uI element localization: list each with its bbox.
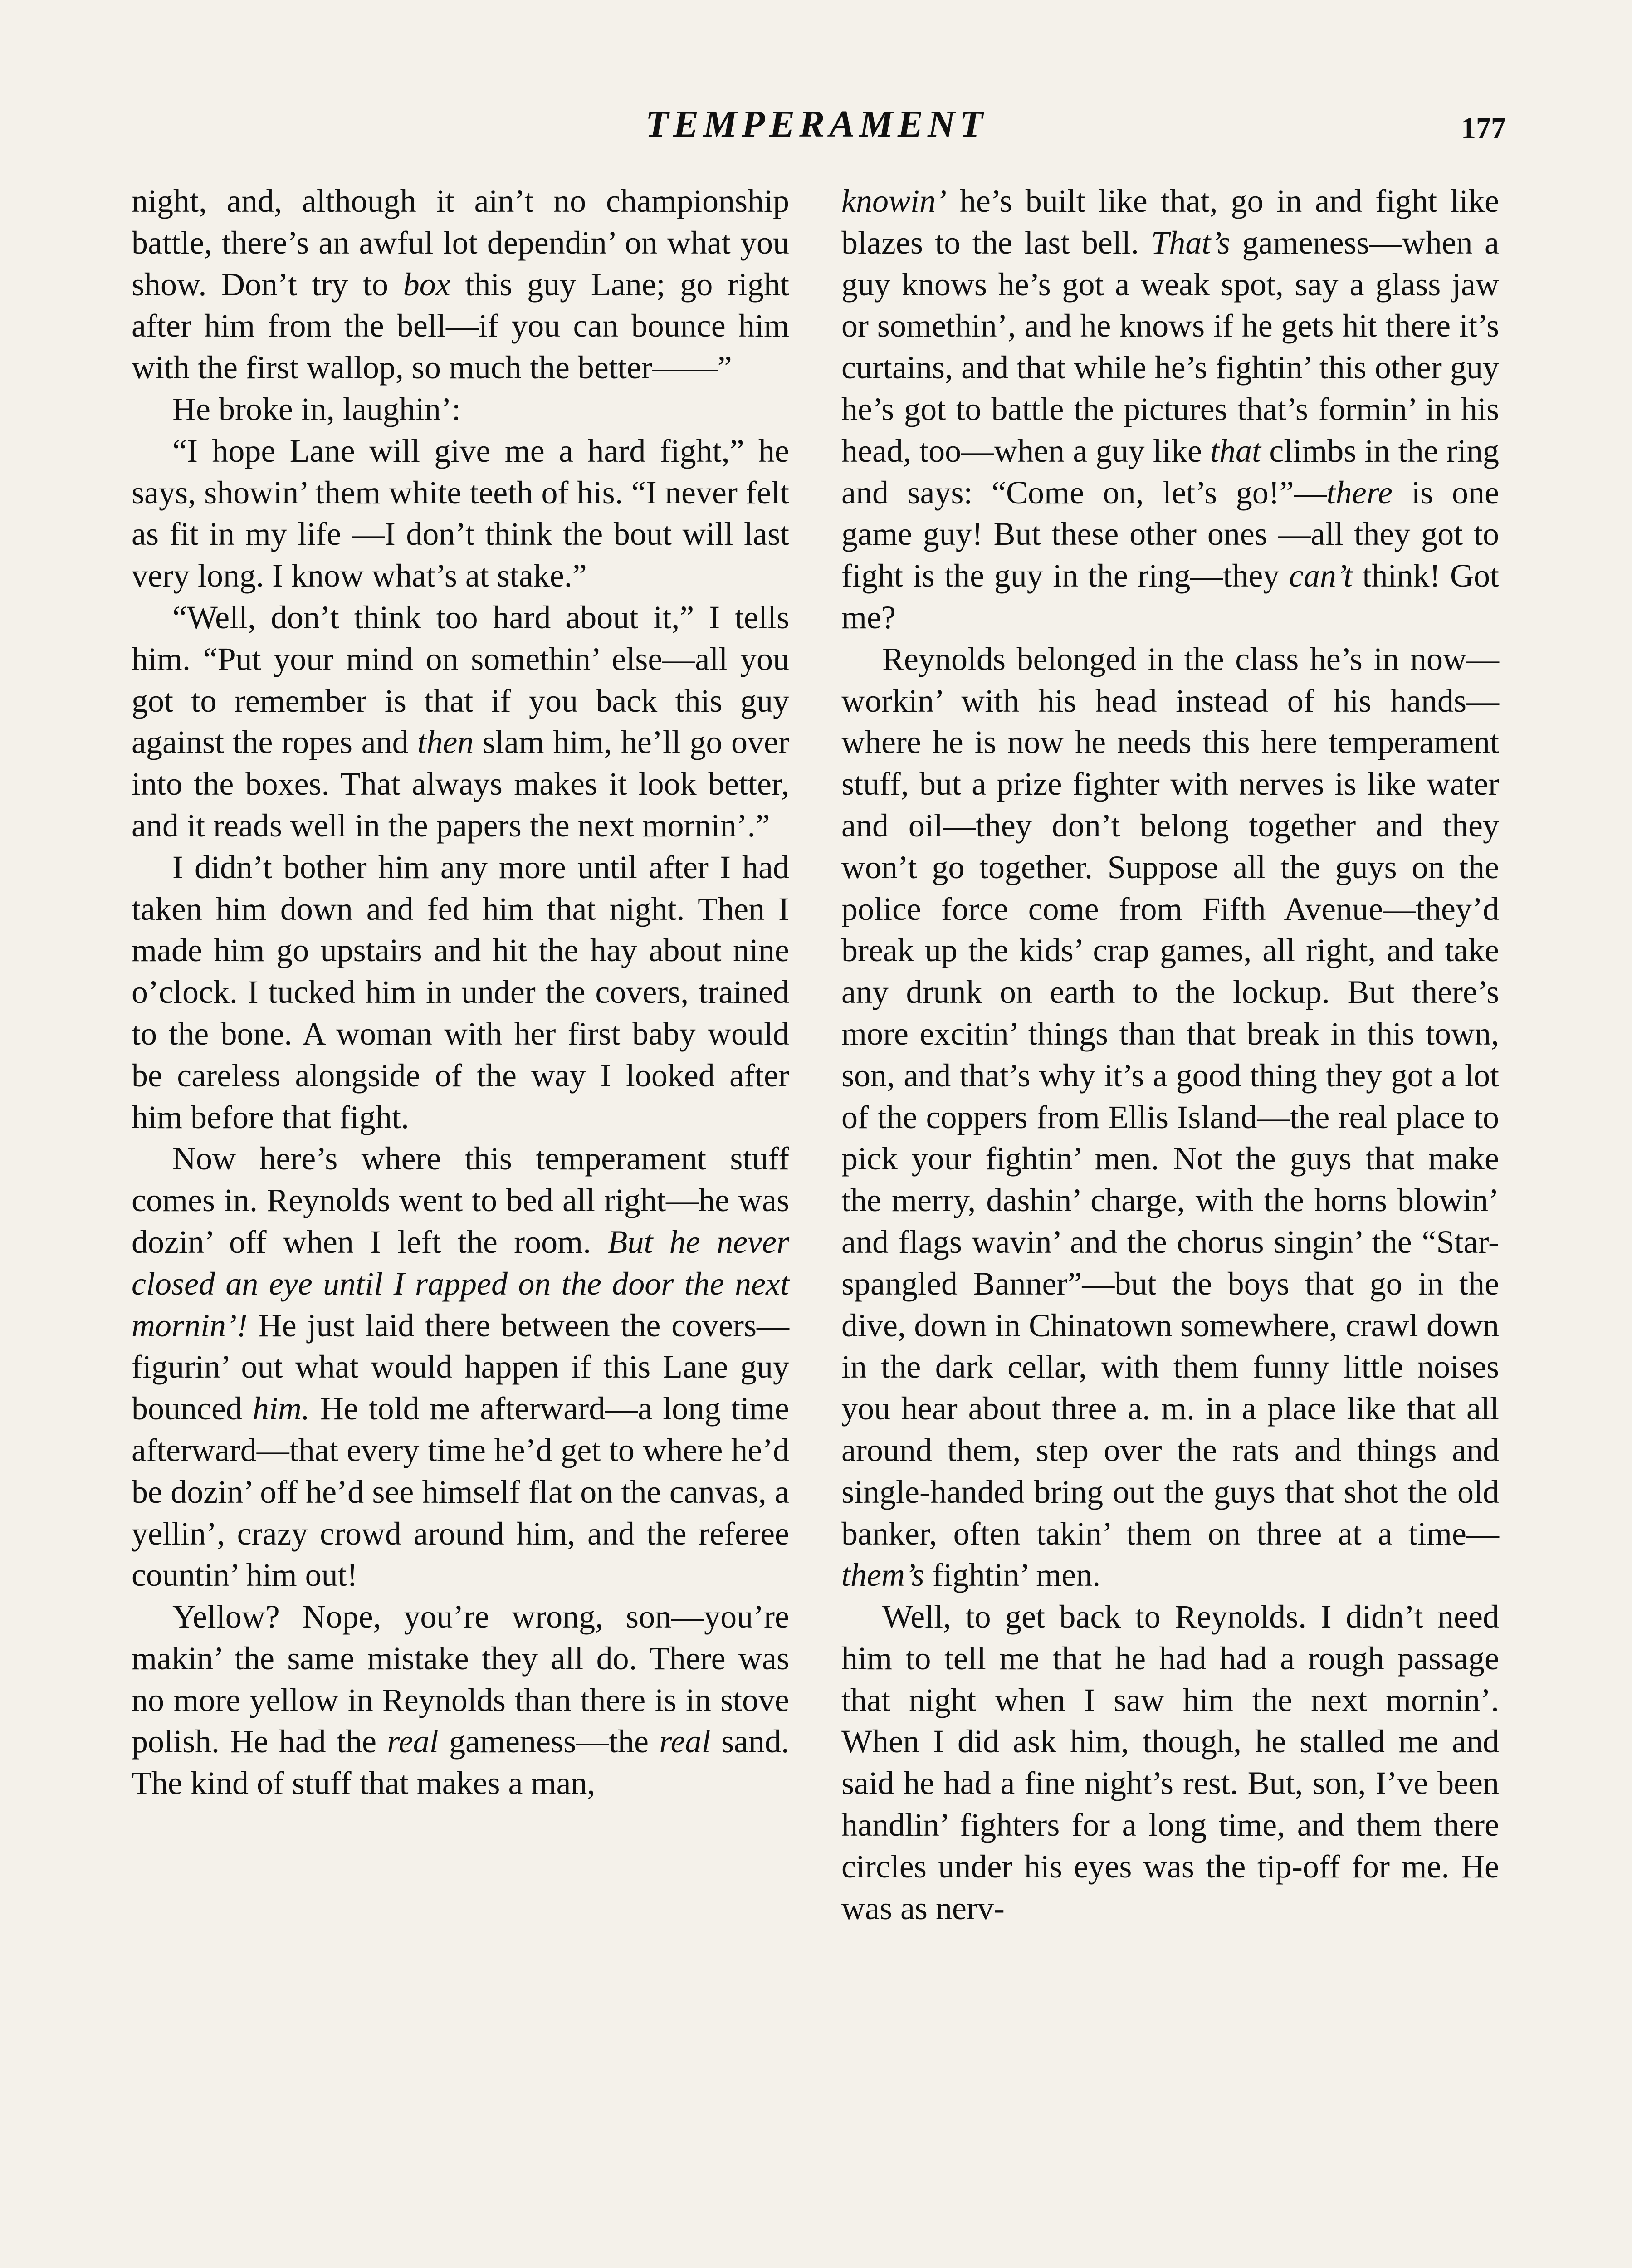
text-run: he’s built like that, go in and fight like blazes to the last bell. xyxy=(841,183,1499,261)
paragraph xyxy=(132,430,789,597)
text-run: Well, to get back to Reynolds. I didn’t need him to tell me that he had had a rough passage that night when I saw him the next mornin’. When I did ask him, though, he stalled me and said he had a fine night’s rest. But, son, I’ve been handlin’ fighters for a long time, and them there circles under his eyes was the tip-off for me. He was as nerv- xyxy=(841,1598,1499,1926)
paragraph xyxy=(132,1138,789,1596)
right-text-column xyxy=(841,181,1499,1929)
italic-text: then xyxy=(417,724,474,761)
paragraph xyxy=(132,1596,789,1804)
italic-text: But he never closed an eye until I rapped on the door the next mornin’! xyxy=(132,1223,789,1344)
italic-text: real xyxy=(387,1723,439,1760)
page-header xyxy=(0,93,1632,147)
paragraph xyxy=(132,847,789,1139)
text-run: slam him, he’ll go over into the boxes. That always makes it look better, and it reads well in the papers the next mornin’.” xyxy=(132,724,789,844)
text-run: gameness—the xyxy=(438,1723,660,1760)
paragraph xyxy=(841,639,1499,1596)
text-run: “I hope Lane will give me a hard fight,” he says, showin’ them white teeth of his. “I never felt as fit in my life —I don’t think the bout will last very long. I know what’s at stake.” xyxy=(132,432,789,594)
italic-text: That’s xyxy=(1151,224,1231,261)
page-number: 177 xyxy=(1461,112,1506,145)
italic-text: them’s xyxy=(841,1557,924,1593)
italic-text: knowin’ xyxy=(841,183,947,219)
left-text-column xyxy=(132,181,789,1804)
text-run: He just laid there between the covers—figurin’ out what would happen if this Lane guy bounced xyxy=(132,1307,789,1427)
text-run: He broke in, laughin’: xyxy=(172,391,461,427)
text-run: “Well, don’t think too hard about it,” I tells him. “Put your mind on somethin’ else—all you got to remember is that if you back this guy against the ropes and xyxy=(132,599,789,761)
paragraph xyxy=(132,597,789,847)
text-run: this guy Lane; go right after him from the bell—if you can bounce him with the first wallop, so much the better——” xyxy=(132,266,789,386)
italic-text: him. xyxy=(252,1390,310,1427)
text-run: Now here’s where this temperament stuff comes in. Reynolds went to bed all right—he was dozin’ off when I left the room. xyxy=(132,1140,789,1260)
italic-text: that xyxy=(1210,432,1261,469)
text-run: fightin’ men. xyxy=(924,1557,1101,1593)
paragraph xyxy=(132,389,789,430)
italic-text: box xyxy=(403,266,450,303)
text-run: Yellow? Nope, you’re wrong, son—you’re makin’ the same mistake they all do. There was no more yellow in Reynolds than there is in stove polish. He had the xyxy=(132,1598,789,1760)
paragraph xyxy=(132,181,789,389)
italic-text: there xyxy=(1326,474,1393,511)
running-head: TEMPERAMENT xyxy=(645,103,988,145)
italic-text: real xyxy=(659,1723,711,1760)
text-run: think! Got me? xyxy=(841,557,1500,635)
text-run: I didn’t bother him any more until after I had taken him down and fed him that night. Then I made him go upstairs and hit the hay about nine o’clock. I tucked him in under the covers, trained to the bone. A woman with her first baby would be careless alongside of the way I looked after him before that fight. xyxy=(132,849,789,1135)
paragraph xyxy=(841,181,1499,639)
text-run: is one game guy! But these other ones —all they got to fight is the guy in the ring—they xyxy=(841,474,1499,594)
text-run: night, and, although it ain’t no championship battle, there’s an awful lot dependin’ on what you show. Don’t try to xyxy=(132,183,789,303)
text-run: He told me afterward—a long time afterward—that every time he’d get to where he’d be dozin’ off he’d see himself flat on the canvas, a yellin’, crazy crowd around him, and the referee countin’ him out! xyxy=(132,1390,790,1593)
italic-text: can’t xyxy=(1289,557,1353,594)
text-run: Reynolds belonged in the class he’s in now—workin’ with his head instead of his hands—where he is now he needs this here temperament stuff, but a prize fighter with nerves is like water and oil—they don’t belong together and they won’t go together. Suppose all the guys on the police force come from Fifth Avenue—they’d break up the kids’ crap games, all right, and take any drunk on earth to the lockup. But there’s more excitin’ things than that break in this town, son, and that’s why it’s a good thing they got a lot of the coppers from Ellis Island—the real place to pick your fightin’ men. Not the guys that make the merry, dashin’ charge, with the horns blowin’ and flags wavin’ and the chorus singin’ the “Star-spangled Banner”—but the boys that go in the dive, down in Chinatown somewhere, crawl down in the dark cellar, with them funny little noises you hear about three a. m. in a place like that all around them, step over the rats and things and single-handed bring out the guys that shot the old banker, often takin’ them on three at a time— xyxy=(841,640,1499,1552)
paragraph xyxy=(841,1596,1499,1929)
text-run: climbs in the ring and says: “Come on, let’s go!”— xyxy=(841,432,1499,511)
text-run: gameness—when a guy knows he’s got a weak spot, say a glass jaw or somethin’, and he knows if he gets hit there it’s curtains, and that while he’s fightin’ this other guy he’s got to battle the pictures that’s formin’ in his head, too—when a guy like xyxy=(841,224,1500,469)
text-run: sand. The kind of stuff that makes a man, xyxy=(132,1723,789,1802)
